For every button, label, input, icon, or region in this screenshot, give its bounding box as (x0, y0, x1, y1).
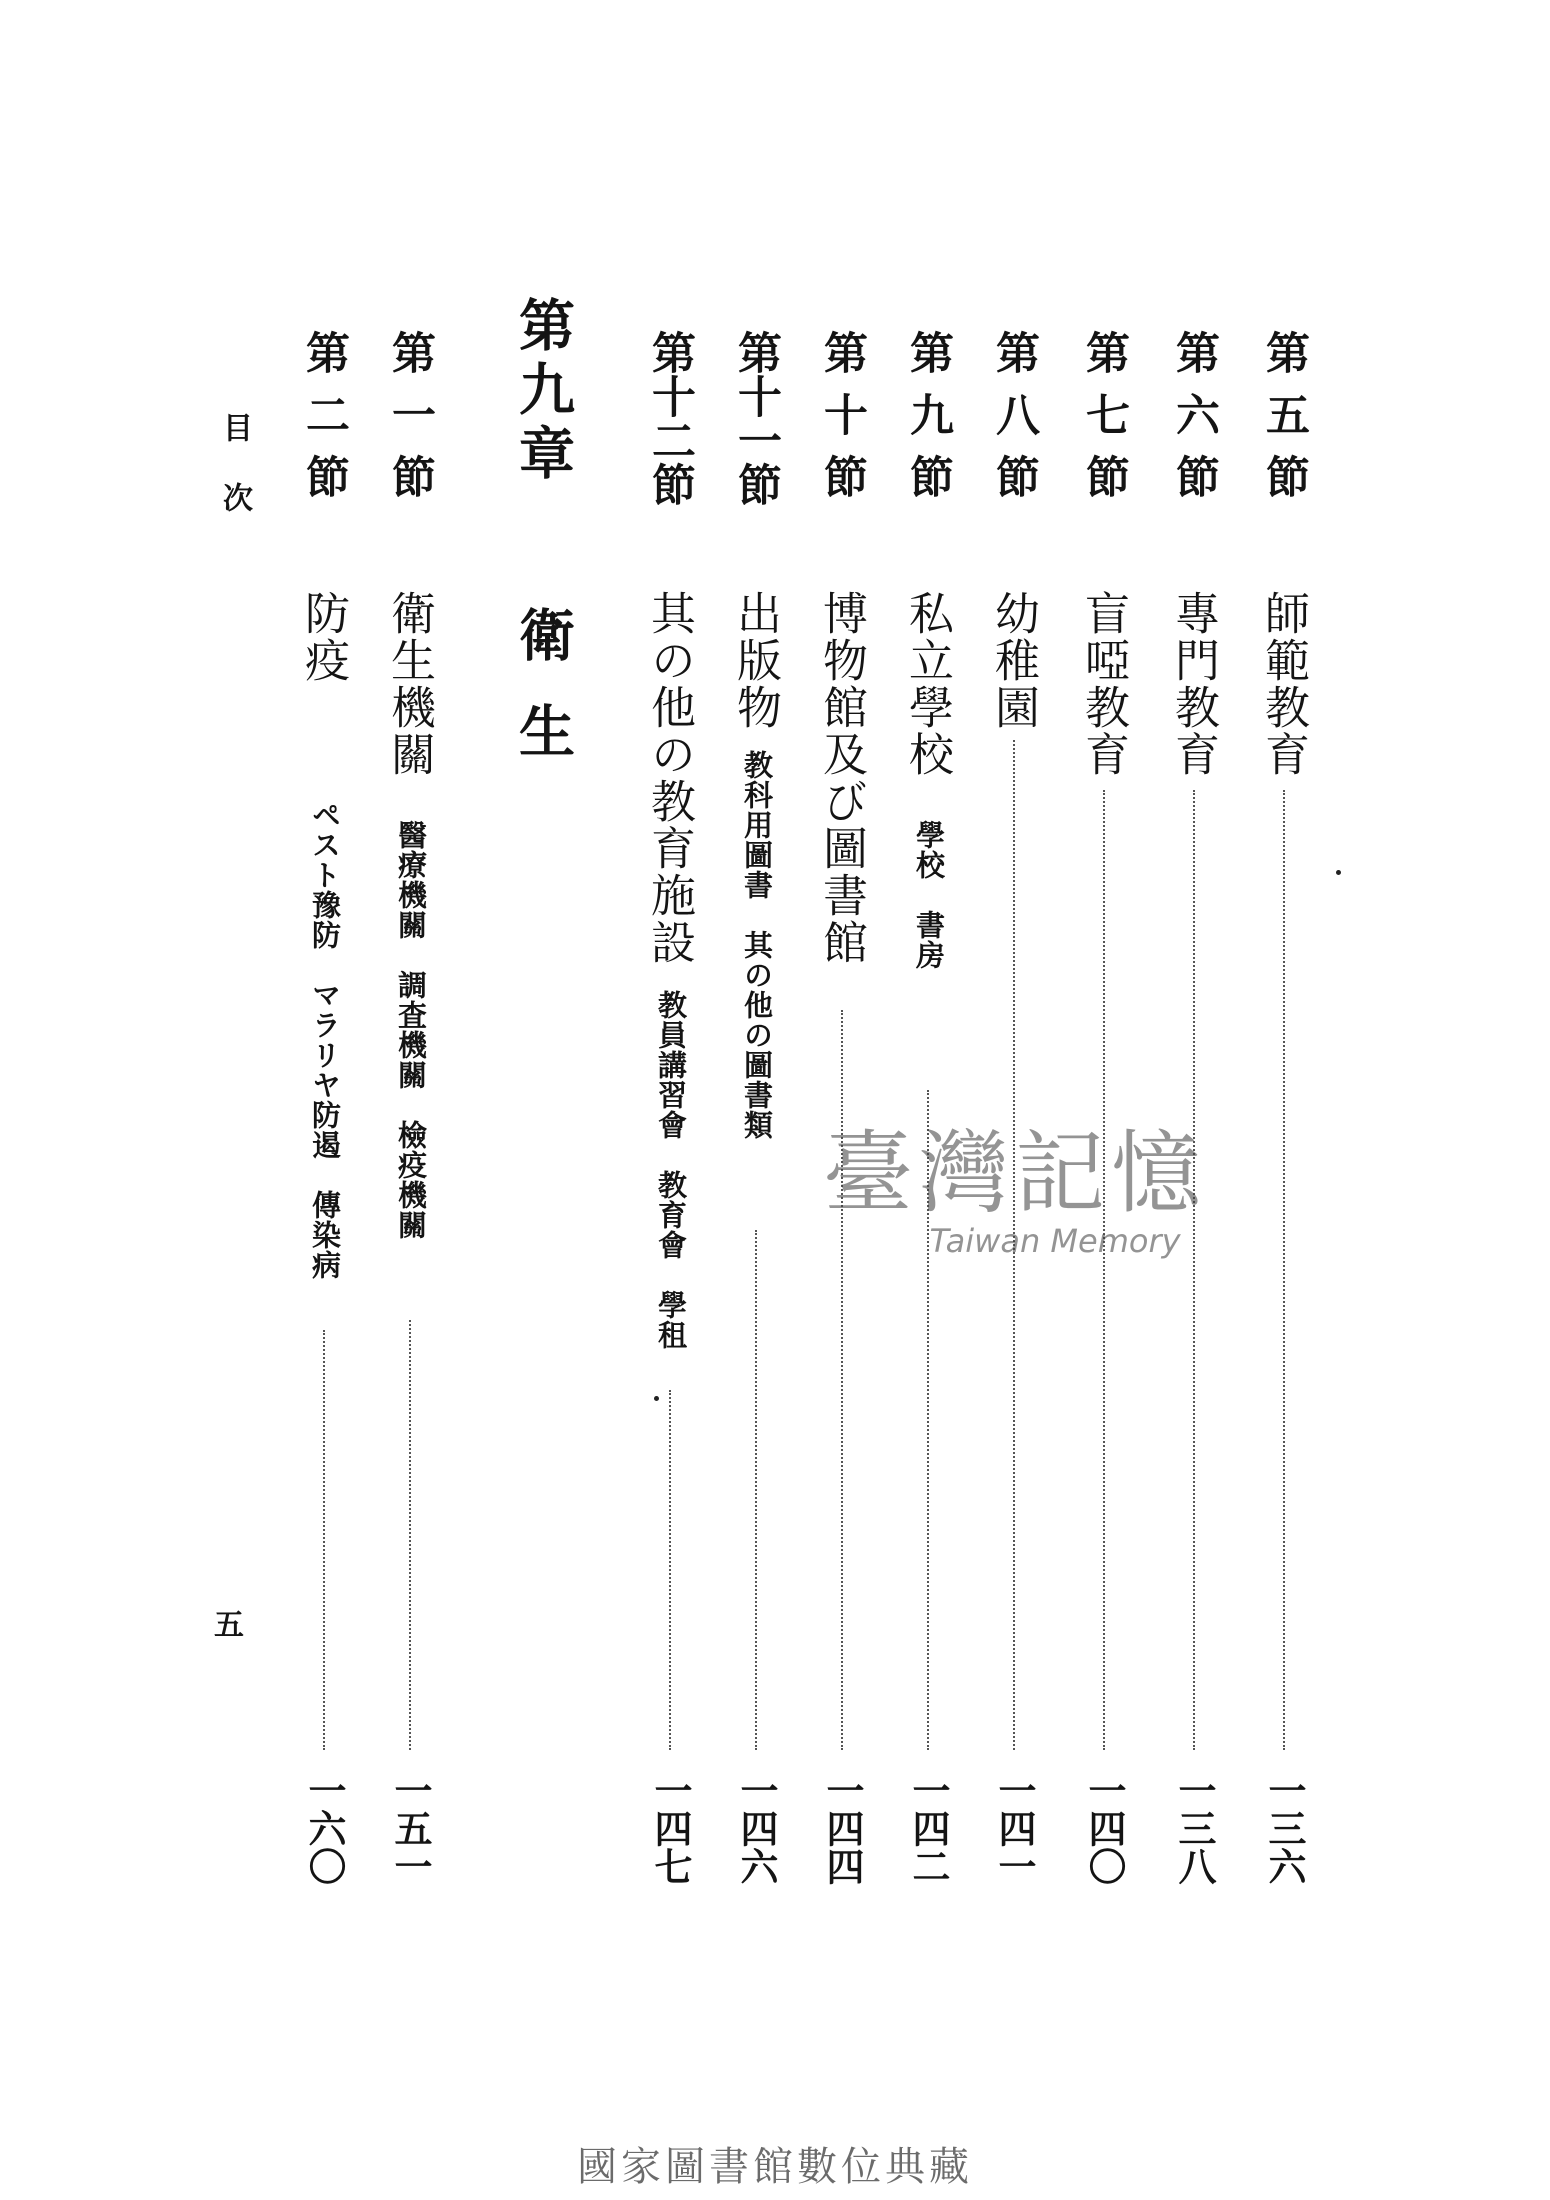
section-label: 第十二節 (644, 330, 695, 506)
section-title: 專門教育 (1167, 590, 1220, 778)
toc-entry (1252, 330, 1318, 1885)
chapter-title: 衛生 (510, 606, 576, 798)
section-label: 第六節 (1168, 330, 1219, 516)
page-number: 一三八 (1172, 1771, 1217, 1885)
page-number: 一四一 (992, 1771, 1037, 1885)
collection-footer: 國家圖書館數位典藏 (577, 2144, 973, 2190)
section-subtopics: ペスト豫防 マラリヤ防遏 傳染病 (308, 800, 342, 1280)
section-label: 第十一節 (730, 330, 781, 506)
chapter-heading (505, 296, 595, 816)
page-number: 一四四 (820, 1771, 865, 1885)
print-speck (1336, 870, 1341, 875)
section-title: 衛生機關 (383, 590, 436, 778)
section-subtopics: 醫療機關 調査機關 檢疫機關 (394, 820, 428, 1240)
section-subtopics: 教科用圖書 其の他の圖書類 (740, 750, 774, 1140)
section-title: 其の他の教育施設 (643, 590, 696, 966)
page-number: 一六〇 (302, 1771, 347, 1885)
section-label: 第九節 (902, 330, 953, 516)
watermark-chinese: 臺灣記憶 (823, 1121, 1207, 1226)
section-label: 第五節 (1258, 330, 1309, 516)
section-title: 私立學校 (901, 590, 954, 778)
section-title: 幼稚園 (987, 590, 1040, 731)
toc-entry (638, 330, 704, 1885)
toc-entry (292, 330, 358, 1885)
section-title: 師範教育 (1257, 590, 1310, 778)
section-label: 第一節 (384, 330, 435, 516)
print-speck (654, 1396, 659, 1401)
running-header: 目次 (217, 412, 252, 552)
section-title: 博物館及び圖書館 (815, 590, 868, 966)
page-number: 一三六 (1262, 1771, 1307, 1885)
section-title: 盲啞教育 (1077, 590, 1130, 778)
leader-dots (669, 1390, 671, 1750)
section-subtopics: 教員講習會 教育會 學租 (654, 990, 688, 1350)
section-subtopics: 學校 書房 (912, 820, 946, 970)
section-title: 出版物 (729, 590, 782, 731)
leader-dots (1103, 790, 1105, 1750)
section-title: 防疫 (297, 590, 350, 684)
section-label: 第二節 (298, 330, 349, 516)
chapter-number: 第九章 (510, 296, 576, 488)
leader-dots (1283, 790, 1285, 1750)
leader-dots (323, 1330, 325, 1750)
section-label: 第八節 (988, 330, 1039, 516)
page-number: 一四〇 (1082, 1771, 1127, 1885)
leader-dots (409, 1320, 411, 1750)
toc-entry (378, 330, 444, 1885)
page-number: 一四七 (648, 1771, 693, 1885)
page-number: 一五一 (388, 1771, 433, 1885)
watermark-logo (780, 1100, 1250, 1260)
leader-dots (1193, 790, 1195, 1750)
folio-page-number: 五 (214, 1608, 244, 1643)
watermark-english: Taiwan Memory (929, 1222, 1181, 1260)
page-number: 一四二 (906, 1771, 951, 1885)
leader-dots (755, 1230, 757, 1750)
section-label: 第七節 (1078, 330, 1129, 516)
page-number: 一四六 (734, 1771, 779, 1885)
section-label: 第十節 (816, 330, 867, 516)
